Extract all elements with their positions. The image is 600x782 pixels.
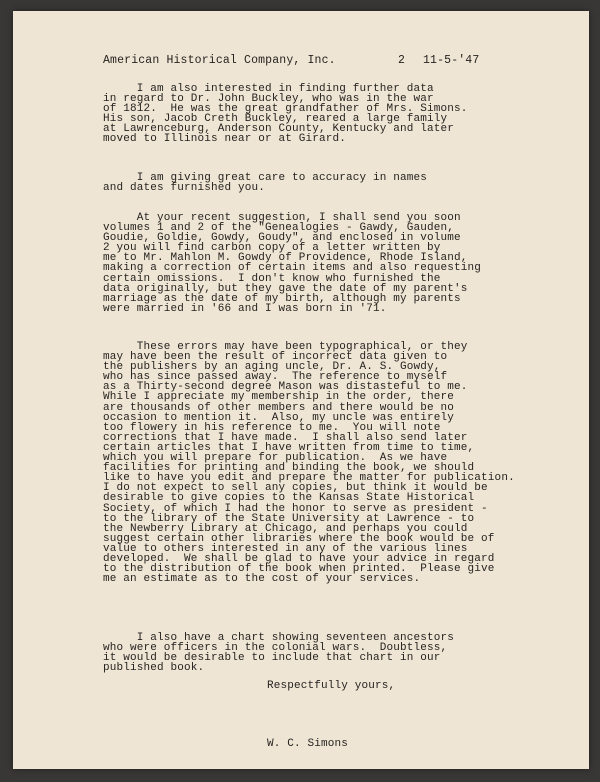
company-name: American Historical Company, Inc. <box>103 54 336 67</box>
paragraph-buckley <box>103 84 468 145</box>
letter-line: developed. We shall be glad to have your advice in regard <box>103 552 495 565</box>
letter-line: marriage as the date of my birth, although my parents <box>103 292 461 305</box>
letter-line: volumes 1 and 2 of the "Genealogies - Gawdy, Gauden, <box>103 222 455 235</box>
paragraph-accuracy <box>103 173 427 193</box>
letter-line: I am giving great care to accuracy in names <box>103 172 428 184</box>
letter-page <box>13 11 589 769</box>
letter-line: me to Mr. Mahlon M. Gowdy of Providence, Rhode Island, <box>103 252 468 265</box>
letter-line: I also have a chart showing seventeen ancestors <box>103 632 455 644</box>
letter-line: making a correction of certain items and also requesting <box>103 262 482 275</box>
letter-line: of 1812. He was the great grandfather of Mrs. Simons. <box>103 103 468 116</box>
letter-line: the Newberry Library at Chicago, and perhaps you could <box>103 522 468 535</box>
letter-line: certain omissions. I don't know who furnished the <box>103 272 441 285</box>
letter-line: 2 you will find carbon copy of a letter written by <box>103 242 441 255</box>
paragraph-errors <box>103 342 515 584</box>
letter-line: While I appreciate my membership in the order, there <box>103 391 455 404</box>
paragraph-genealogies <box>103 213 481 314</box>
page-number: 2 <box>398 54 406 67</box>
letter-line: to the distribution of the book when printed. Please give <box>103 563 495 576</box>
letter-line: value to others interested in any of the various lines <box>103 542 468 555</box>
letter-line: at Lawrenceburg, Anderson County, Kentucky and later <box>103 123 455 136</box>
letter-line: These errors may have been typographical, or they <box>103 341 468 353</box>
letter-line: who were officers in the colonial wars. Doubtless, <box>103 642 448 655</box>
letter-signature: W. C. Simons <box>267 738 349 750</box>
letter-line: desirable to give copies to the Kansas State Historical <box>103 492 475 505</box>
letter-line: I do not expect to sell any copies, but think it would be <box>103 482 488 495</box>
letter-line: and dates furnished you. <box>103 182 266 195</box>
letter-line: certain articles that I have written from time to time, <box>103 441 475 454</box>
letter-line: the publishers by an aging uncle, Dr. A. S. Gowdy, <box>103 361 441 374</box>
letter-line: corrections that I have made. I shall also send later <box>103 431 468 444</box>
letter-line: who has since passed away. The reference to myself <box>103 371 448 384</box>
letter-line: me an estimate as to the cost of your services. <box>103 573 421 586</box>
letter-line: data originally, but they gave the date of my parent's <box>103 282 468 295</box>
letter-line: moved to Illinois near or at Girard. <box>103 133 347 146</box>
letter-line: too flowery in his reference to me. You will note <box>103 421 441 434</box>
letter-date: 11-5-'47 <box>423 54 480 67</box>
letter-line: suggest certain other libraries where the book would be of <box>103 532 495 545</box>
letter-line: occasion to mention it. Also, my uncle was entirely <box>103 411 455 424</box>
letter-line: At your recent suggestion, I shall send you soon <box>103 212 461 224</box>
letter-line: it would be desirable to include that chart in our <box>103 652 441 665</box>
letter-line: which you will prepare for publication. As we have <box>103 452 448 465</box>
letter-closing: Respectfully yours, <box>267 680 396 692</box>
letter-line: His son, Jacob Creth Buckley, reared a large family <box>103 113 448 126</box>
letter-line: in regard to Dr. John Buckley, who was in the war <box>103 93 434 106</box>
letter-line: Society, of which I had the honor to serve as president - <box>103 502 488 515</box>
letter-line: as a Thirty-second degree Mason was distasteful to me. <box>103 381 468 394</box>
letter-line: I am also interested in finding further data <box>103 83 434 95</box>
letter-line: Goudie, Goldie, Gowdy, Goudy", and enclosed in volume <box>103 232 461 245</box>
letter-line: may have been the result of incorrect data given to <box>103 351 448 364</box>
letter-line: like to have you edit and prepare the matter for publication. <box>103 472 515 485</box>
letter-line: facilities for printing and binding the book, we should <box>103 462 475 475</box>
letter-line: were married in '66 and I was born in '71. <box>103 302 387 315</box>
letter-line: to the library of the State University at Lawrence - to <box>103 512 475 525</box>
paragraph-chart <box>103 633 454 673</box>
letter-line: are thousands of other members and there would be no <box>103 401 455 414</box>
letter-line: published book. <box>103 662 205 675</box>
